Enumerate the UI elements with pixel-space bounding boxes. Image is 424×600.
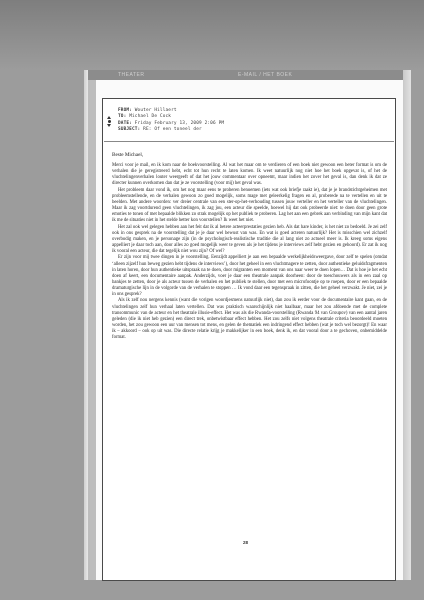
arrow-down-icon[interactable] bbox=[107, 124, 111, 127]
subject-label: SUBJECT: bbox=[118, 127, 141, 133]
letter-body bbox=[112, 163, 387, 342]
email-header bbox=[118, 108, 388, 134]
page-number: 28 bbox=[242, 540, 248, 545]
arrow-up-icon[interactable] bbox=[107, 116, 111, 119]
date-label: DATE: bbox=[118, 120, 132, 126]
letter-paragraph: Er zijn voor mij twee dingen in je voorstelling. Eenzijdt appelliert je aan een bepaalde werkelijkheidsweergave, door zelf te spelen (omdat ‘alleen zijzelf hun beweg gezien hebt tijdens de interviews’), door het geheel in een vluchtmagere te zetten, door authentieke geluidsfragmenten in laten horen, door hun authentieke uitspraak na te doen, door migranten een moment van ons naar weer te doen lopen… Dat is hoe je het echt doen af keert, een documentaire aanpak. Anderzijds, voer je daar een theatrale aanpak doorheen: door de toeschouwers als in een zaal op bankjes te zetten, door je als acteur tussen de verhalen en het publiek te stellen, door met een microfoontje op te roepen, door er een bepaalde dramaturgische lijn in de volgorde van de verhalen te stoppen … Ik vond daar een tegenspraak in zitten, die het geheel verzwakt. Je niet, zei je in ons gesprek? bbox=[112, 255, 387, 298]
page-right-edge bbox=[403, 70, 411, 580]
letter-paragraph: Het zal ook wel gelegen hebben aan het feit dat ik al betere acteerprestaties gezien heb. Als dat hare kinder, is het niet zo bedoeld. Je zei zelf ook in ons gesprek na de voorstelling dat je je daar wel bewust van was. En wat is goed acteren natuurlijk? Het is misschien wel zichzelf overbodig maken, en je personage zijn (in de psychologisch-realistische traditie die al lang niet zo actueel meer is. Ik kreeg soms eigens appelliert je daar toch aan, door alles zo goed mogelijk weer te geven als je het tijdens je interviews zelf hebt gezien en gehoord). Er zat ik nog ik vooral een acteur, die dat tegelijk niet wou zijn? Of wel? bbox=[112, 224, 387, 255]
page-side-bar bbox=[88, 80, 96, 580]
scanner-edge bbox=[0, 0, 424, 70]
date-value: Friday February 13, 2009 2:06 PM bbox=[134, 120, 225, 126]
to-label: TO: bbox=[118, 114, 127, 120]
dot-icon bbox=[108, 120, 111, 123]
page-top-strip bbox=[88, 70, 403, 80]
from-value: Wouter Hillaert bbox=[134, 108, 177, 113]
letter-salutation: Beste Michael, bbox=[112, 152, 144, 158]
subject-row bbox=[118, 127, 388, 133]
to-value: Michael De Cock bbox=[129, 114, 172, 120]
email-window bbox=[102, 98, 396, 581]
letter-paragraph: Als ik zelf nou nergens kennis (want die vorigen woordjesmens natuurlijk niet), dan zou ik eerder voor de documentaire kant gaan, en de vluchtelingen zelf hun verhaal laten vertellen. Dat was praktisch waarschijnlijk niet haalbaar, maar het zou afdoende met de complete transommunic van de acteur en het theatrale illusie-effect. Het was als die Rwanda-voorstelling (Rwanda 94 van Groupov) van een aantal jaren geleden (die ik niet heb gezien) een direct trek, onbetwistbaar effect hebben. Het zou zelfs niet volgens theatrale criteria beoordeeld moeten worden, het zou gewoon een uur van mensen tot mens, en gelen de thematiek een indringend effect hebben (wat je toch wel bezorgt)! En waar ik – akkoord – ook op uit was. Die directe relatie krijg je makkelijker in een boek, denk ik, en dat vooral door a te gechoven, onbemiddelde format. bbox=[112, 298, 387, 341]
letter-paragraph: Het probleem daar vond ik, om het nog maar eens te proberen benoemen (iets wat ook briefje raakt ie), dat je je brandstichtgeheimen met probleemstellende, en de verhalen gewoon zo goed mogelijk, soms mage met geleerkelig fragen en al, proberede na te vertellen en uit te beelden. Met andere woorden: ver dreier centrale van een ster-op-het-verhouding tussen jouw verteller en het verteller van de vluchtelingen. Maar ik zag voortdurend geen vluchtelingen, ik zag jou, een acteur die speelde, hoewel hij dat ook probeerde niet: te doen door geen grote emoties te tonen of met bepaalde blikken zo strak mogelijk op het publiek te proberen. Lag het aan een gebrek aan verbinding van mijn kant dat ik me de situaties niet in het stelde hetter kon voorstellen? Ik weet het niet. bbox=[112, 187, 387, 224]
section-label: THEATER bbox=[118, 72, 145, 78]
letter-paragraph: Merci voor je mail, en ik kom naar de boekvoorstelling. Al wat het maar om te verdieren of een boek niet gewoon een beter format is om de verhalen die je geregistreerd hebt, echt tot hun recht te laten komen. Ik weet natuurlijk nog niet hoe het boek opgevat is, of het de vluchtelingenverhalen louter weergeeft of dat het jouw commentaar over opneemt, maar indien het zover het geval is, dan denk ik dat ze directer kunnen overkomen dan dat je ze voorstelling (voor mij) het geval was. bbox=[112, 163, 387, 187]
subject-value: RE: Of een toneel der bbox=[143, 127, 202, 133]
from-label: FROM: bbox=[118, 108, 132, 113]
section-title: E-MAIL / HET BOEK bbox=[238, 72, 293, 78]
scroll-arrows-icon[interactable] bbox=[106, 116, 112, 128]
magazine-page bbox=[88, 70, 403, 580]
header-divider bbox=[104, 141, 394, 142]
